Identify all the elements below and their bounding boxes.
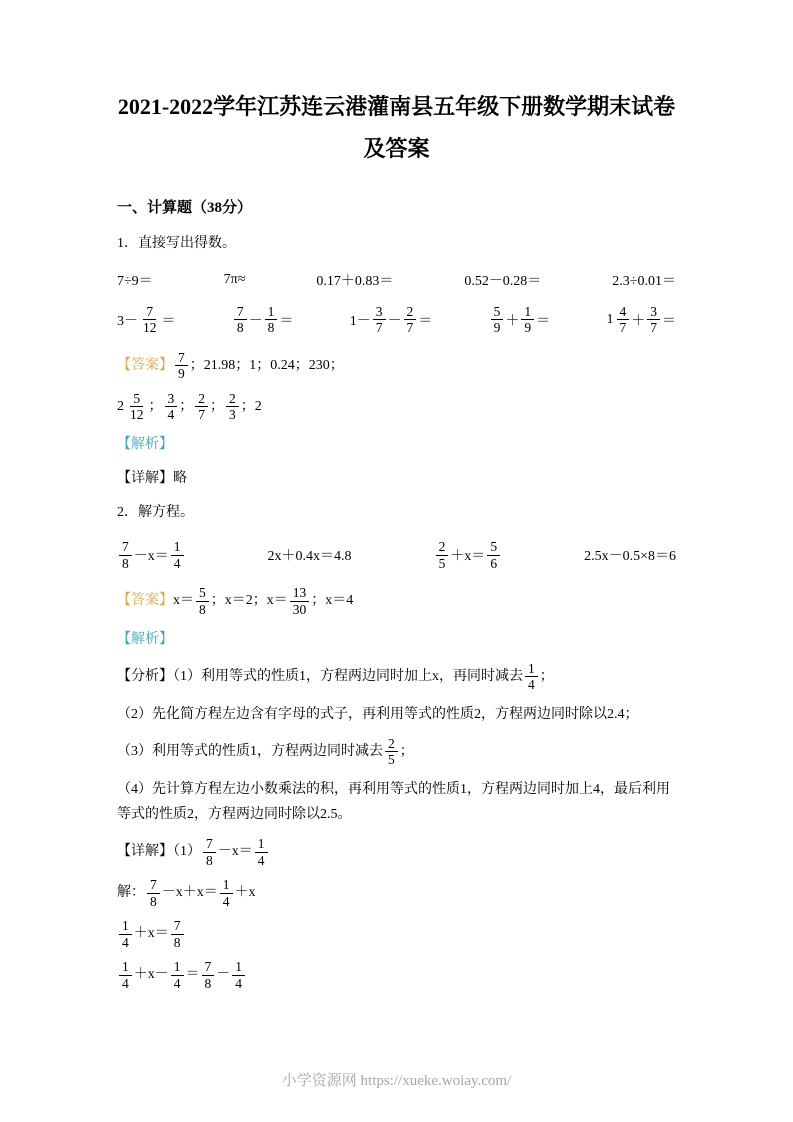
fraction-numerator: 5	[491, 304, 504, 321]
detail-line	[117, 466, 676, 491]
fraction-denominator: 8	[173, 934, 181, 950]
fraction	[525, 661, 538, 693]
fraction-denominator: 8	[122, 555, 129, 571]
fraction	[404, 304, 417, 336]
text-run: （4）先计算方程左边小数乘法的积，再利用等式的性质1，方程两边同时加上4，最后利用等式的性质2，方程两边同时除以2.5。	[117, 781, 670, 823]
fraction-numerator: 5	[196, 585, 209, 602]
footer-text: 小学资源网 https://xueke.woiay.com/	[281, 1073, 512, 1089]
text-run: （2）先化简方程左边含有字母的式子，再利用等式的性质2，方程两边同时除以2.4；	[117, 706, 639, 722]
fraction-denominator: 4	[222, 893, 230, 909]
fraction-numerator: 7	[203, 836, 216, 853]
analysis-point-1	[117, 661, 676, 693]
fraction	[232, 959, 245, 991]
text-run: ＝	[185, 967, 200, 983]
text-run: ；	[179, 399, 194, 415]
text-run: －	[387, 313, 402, 329]
fraction-numerator: 1	[255, 836, 268, 853]
fraction	[436, 539, 449, 571]
fraction	[220, 877, 233, 909]
math-expression	[584, 545, 676, 565]
analysis-point-2	[117, 702, 676, 727]
text-run: －x＝	[133, 549, 169, 565]
content	[117, 196, 676, 992]
fraction-numerator: 7	[175, 350, 188, 367]
text-run: 1－	[349, 313, 371, 329]
fraction	[195, 391, 208, 423]
fraction-denominator: 4	[528, 677, 535, 693]
page-title-line2: 及答案	[363, 135, 430, 161]
answer-label: 【答案】	[117, 358, 173, 374]
mixed-number-whole: 1	[606, 311, 614, 327]
math-expression	[268, 545, 352, 565]
fraction-denominator: 8	[236, 320, 244, 336]
math-expression	[117, 539, 186, 571]
analysis-label: 【解析】	[117, 631, 173, 647]
text-run: ＝	[662, 313, 676, 329]
text-run: ＋	[505, 313, 520, 329]
fraction	[165, 391, 178, 423]
text-run: ＋x	[234, 885, 256, 901]
text-run: ；2	[240, 399, 262, 415]
text-run: 2x＋0.4x＝4.8	[267, 549, 352, 565]
fraction-denominator: 12	[130, 407, 144, 423]
text-run: ＋x＝	[133, 926, 169, 942]
fraction	[521, 304, 534, 336]
fraction	[491, 304, 504, 336]
analysis-point-3	[117, 736, 676, 768]
fraction	[385, 736, 398, 768]
text-run: ；	[539, 668, 554, 684]
text-run: x＝	[173, 593, 194, 609]
text-run: ；x＝4	[311, 593, 354, 609]
equation-row	[117, 539, 676, 571]
fraction-denominator: 3	[229, 407, 236, 423]
analysis-line	[117, 432, 676, 457]
fraction-numerator: 1	[119, 918, 132, 935]
fraction	[203, 836, 216, 868]
fraction-denominator: 30	[292, 601, 307, 617]
text-run: ；	[210, 399, 224, 415]
analysis-line-2	[117, 627, 676, 652]
text-run: 7÷9＝	[117, 273, 153, 289]
text-run: ＋x－	[133, 967, 169, 983]
fraction-denominator: 4	[257, 852, 265, 868]
text-run: ＝	[161, 313, 176, 329]
text-run: 【分析】（1）利用等式的性质1，方程两边同时加上x，再同时减去	[117, 668, 523, 684]
fraction-denominator: 4	[173, 555, 181, 571]
answer-line-2	[117, 585, 676, 617]
fraction-denominator: 8	[267, 320, 275, 336]
fraction	[647, 304, 660, 336]
fraction	[234, 304, 247, 336]
fraction-denominator: 4	[173, 975, 181, 991]
math-expression	[232, 304, 294, 336]
text-run: 一、计算题（38分）	[117, 199, 253, 216]
math-expression	[489, 304, 551, 336]
fraction	[255, 836, 268, 868]
fraction	[171, 918, 184, 950]
fraction-numerator: 1	[232, 959, 245, 976]
fraction	[487, 539, 500, 571]
fraction	[147, 877, 160, 909]
fraction-denominator: 5	[438, 555, 446, 571]
fraction-numerator: 3	[373, 304, 386, 321]
fraction-numerator: 7	[234, 304, 247, 321]
math-expression	[117, 304, 176, 336]
text-run: －x＋x＝	[161, 885, 218, 901]
text-run: （3）利用等式的性质1，方程两边同时减去	[117, 744, 383, 760]
fraction-numerator: 3	[165, 391, 178, 408]
text-run: ；21.98；1；0.24；230；	[189, 358, 344, 374]
fraction-numerator: 13	[290, 585, 310, 602]
fraction-numerator: 1	[119, 959, 132, 976]
fraction-numerator: 2	[195, 391, 208, 408]
math-expression	[224, 272, 246, 288]
fraction-denominator: 12	[143, 320, 157, 336]
fraction-denominator: 7	[619, 320, 627, 336]
text-run: 2．解方程。	[117, 505, 194, 521]
text-run: 7π≈	[223, 271, 246, 287]
text-run: ＝	[418, 313, 433, 329]
fraction-denominator: 8	[199, 601, 206, 617]
detail-step-1	[117, 836, 676, 868]
fraction	[171, 539, 184, 571]
text-run: ；x＝2；x＝	[210, 593, 288, 609]
fraction-numerator: 1	[171, 539, 184, 556]
fraction-denominator: 8	[150, 893, 157, 909]
fraction-denominator: 4	[235, 975, 242, 991]
fraction	[119, 959, 132, 991]
question-2-stem	[117, 500, 676, 525]
math-expression	[350, 304, 433, 336]
fraction-numerator: 1	[521, 304, 534, 321]
text-run: －	[248, 313, 263, 329]
fraction	[127, 391, 147, 423]
fraction	[175, 350, 188, 382]
detail-step-3	[117, 918, 676, 950]
text-run: ；	[148, 399, 163, 415]
fraction	[119, 918, 132, 950]
fraction-numerator: 3	[647, 304, 660, 321]
fraction	[171, 959, 184, 991]
detail-step-4	[117, 959, 676, 991]
text-run: 3－	[117, 313, 138, 329]
fraction-denominator: 4	[122, 975, 129, 991]
fraction	[373, 304, 386, 336]
analysis-label: 【解析】	[117, 436, 173, 452]
fraction-numerator: 7	[202, 959, 215, 976]
fraction-numerator: 2	[385, 736, 398, 753]
fraction-numerator: 1	[171, 959, 184, 976]
fraction-numerator: 1	[525, 661, 538, 678]
fraction	[196, 585, 209, 617]
text-run: 解：	[117, 885, 145, 901]
fraction-denominator: 8	[206, 852, 213, 868]
math-expression	[117, 270, 153, 290]
text-run: －	[216, 967, 231, 983]
page-title	[117, 86, 676, 170]
page-title-line1: 2021-2022学年江苏连云港灌南县五年级下册数学期末试卷	[117, 94, 676, 119]
mixed-number-whole: 2	[117, 399, 124, 415]
fraction-numerator: 7	[143, 304, 156, 321]
fraction-numerator: 5	[130, 391, 143, 408]
fraction	[617, 304, 630, 336]
fraction-denominator: 7	[406, 320, 414, 336]
text-run: ＝	[536, 313, 551, 329]
fraction-denominator: 9	[493, 320, 501, 336]
text-run: ；	[399, 744, 414, 760]
fraction-numerator: 7	[119, 539, 132, 556]
fraction-numerator: 1	[220, 877, 233, 894]
text-run: 【详解】（1）	[117, 844, 201, 860]
fraction-denominator: 9	[178, 366, 185, 382]
problem-row-2	[117, 304, 676, 336]
math-expression	[607, 304, 677, 336]
fraction	[226, 391, 239, 423]
detail-step-2	[117, 877, 676, 909]
fraction-denominator: 9	[524, 320, 532, 336]
fraction-numerator: 7	[171, 918, 184, 935]
fraction-denominator: 8	[204, 975, 212, 991]
fraction-denominator: 4	[122, 934, 129, 950]
fraction	[119, 539, 132, 571]
text-run: 0.17＋0.83＝	[316, 273, 394, 289]
answer-label: 【答案】	[117, 593, 173, 609]
fraction-numerator: 4	[617, 304, 630, 321]
fraction-numerator: 2	[226, 391, 239, 408]
fraction-denominator: 7	[375, 320, 383, 336]
fraction	[290, 585, 310, 617]
math-expression	[464, 270, 541, 290]
fraction-denominator: 4	[167, 407, 175, 423]
section-heading	[117, 196, 676, 217]
fraction-denominator: 7	[650, 320, 657, 336]
fraction-numerator: 1	[265, 304, 278, 321]
fraction-numerator: 2	[404, 304, 417, 321]
text-run: 【详解】略	[117, 471, 187, 487]
problem-row-1	[117, 270, 676, 290]
fraction	[140, 304, 160, 336]
math-expression	[316, 270, 393, 290]
fraction-denominator: 5	[388, 752, 395, 768]
text-run: －x＝	[217, 844, 253, 860]
analysis-point-4	[117, 777, 676, 827]
answer-line-1	[117, 350, 676, 382]
text-run: 2.3÷0.01＝	[612, 273, 676, 289]
fraction	[202, 959, 215, 991]
text-run: 0.52－0.28＝	[464, 273, 542, 289]
fraction-denominator: 6	[490, 555, 498, 571]
text-run: 1．直接写出得数。	[117, 235, 236, 251]
fraction-numerator: 7	[147, 877, 160, 894]
answer-line-1b	[117, 391, 676, 423]
question-1-stem	[117, 231, 676, 256]
text-run: ＋x＝	[450, 549, 486, 565]
fraction-denominator: 7	[198, 407, 205, 423]
fraction	[265, 304, 278, 336]
text-run: ＝	[279, 313, 294, 329]
math-expression	[612, 270, 676, 290]
math-expression	[434, 539, 503, 571]
fraction-numerator: 5	[487, 539, 500, 556]
text-run: ＋	[631, 313, 646, 329]
fraction-numerator: 2	[436, 539, 449, 556]
text-run: 2.5x－0.5×8＝6	[584, 549, 676, 565]
